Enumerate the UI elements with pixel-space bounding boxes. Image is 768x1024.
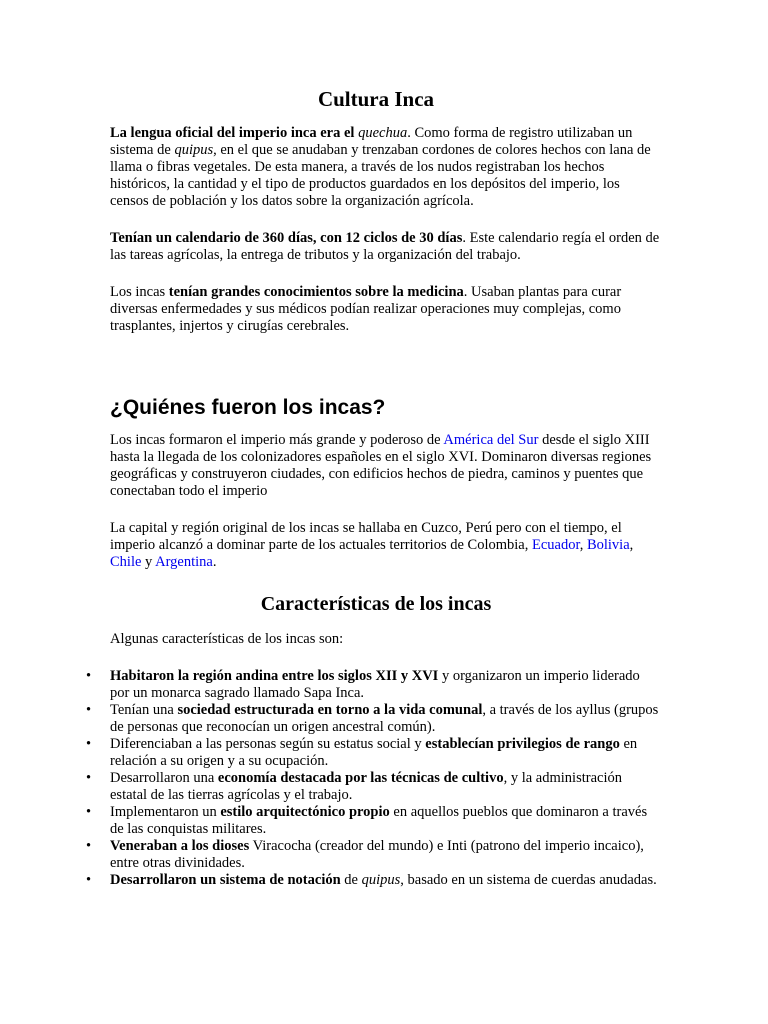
bold-text: estilo arquitectónico propio [220,804,390,820]
bold-text: Veneraban a los dioses [110,838,250,854]
text: en aquellos pueblos que dominaron a través de las conquistas militares. [110,804,648,837]
text: Los incas [110,284,169,300]
text: , basado en un sistema de cuerdas anudadas. [400,872,657,888]
paragraph-empire [110,432,662,500]
bold-text: tenían grandes conocimientos sobre la medicina [168,284,464,300]
text: . Como forma de registro utilizaban un sistema de [110,125,633,158]
bullet-icon: • [86,668,92,684]
text: y organizaron un imperio liderado por un monarca sagrado llamado Sapa Inca. [110,668,640,701]
text: . Usaban plantas para curar diversas enfermedades y sus médicos podían realizar operaciones muy complejas, como trasplantes, injertos y cirugías cerebrales. [110,284,622,334]
bold-text: sociedad estructurada en torno a la vida comunal [177,702,483,718]
text: . Este calendario regía el orden de las tareas agrícolas, la entrega de tributos y la organización del trabajo. [110,230,660,263]
link-bolivia[interactable]: Bolivia [586,537,630,553]
bullet-icon: • [86,770,92,786]
list-item [86,770,662,804]
italic-text: quipus [174,142,214,158]
list-item [86,872,662,889]
link-ecuador[interactable]: Ecuador [531,537,580,553]
link-chile[interactable]: Chile [110,554,142,570]
text: de [340,872,362,888]
text: La capital y región original de los incas se hallaba en Cuzco, Perú pero con el tiempo, el imperio alcanzó a dominar parte de los actuales territorios de Colombia, [110,520,622,553]
separator: , [579,537,587,553]
text: Viracocha (creador del mundo) e Inti (patrono del imperio incaico), entre otras divinidades. [110,838,644,871]
paragraph-capital [110,520,662,571]
bullet-icon: • [86,838,92,854]
bullet-icon: • [86,804,92,820]
text: , a través de los ayllus (grupos de personas que reconocían un origen ancestral común). [110,702,659,735]
list-item [86,838,662,872]
bold-text: La lengua oficial del imperio inca era el [110,125,359,141]
section-heading-characteristics: Características de los incas [260,593,492,615]
text: , en el que se anudaban y trenzaban cordones de colores hechos con lana de llama o fibras vegetales. De esta manera, a través de los nudos registraban los hechos históricos, la cantidad y el tipo de productos guardados en los depósitos del imperio, los censos de población y los datos sobre la organización agrícola. [110,142,651,209]
document-content [86,86,662,889]
italic-text: quechua [358,125,408,141]
list-item [86,668,662,702]
paragraph-language [110,125,662,210]
italic-text: quipus [361,872,401,888]
link-argentina[interactable]: Argentina [155,554,213,570]
link-america-del-sur[interactable]: América del Sur [443,432,539,448]
bold-text: Habitaron la región andina entre los siglos XII y XVI [110,668,439,684]
list-item [86,736,662,770]
bold-text: Desarrollaron un sistema de notación [110,872,341,888]
separator: , [629,537,634,553]
text: en relación a su origen y a su ocupación. [110,736,638,769]
bullet-icon: • [86,702,92,718]
paragraph-calendar [110,230,662,264]
paragraph-medicine [110,284,662,335]
list-item [86,804,662,838]
intro-text: Algunas características de los incas son: [110,631,344,647]
bullet-icon: • [86,872,92,888]
bold-text: establecían privilegios de rango [425,736,620,752]
bullet-icon: • [86,736,92,752]
text: Desarrollaron una [110,770,218,786]
text: Tenían una [110,702,178,718]
text: Implementaron un [110,804,221,820]
bold-text: Tenían un calendario de 360 días, con 12 ciclos de 30 días [110,230,463,246]
page-title: Cultura Inca [317,87,435,111]
text: . [212,554,217,570]
section-heading-who: ¿Quiénes fueron los incas? [110,396,386,419]
text: Los incas formaron el imperio más grande y poderoso de [110,432,444,448]
characteristics-list [86,668,662,889]
text: , y la administración estatal de las tierras agrícolas y el trabajo. [110,770,622,803]
bold-text: economía destacada por las técnicas de cultivo [217,770,504,786]
list-item [86,702,662,736]
text: desde el siglo XIII hasta la llegada de los colonizadores españoles en el siglo XVI. Dominaron diversas regiones geográficas y construyeron ciudades, con edificios hechos de piedra, caminos y puentes que conectaban todo el imperio [110,432,652,499]
separator: y [141,554,156,570]
text: Diferenciaban a las personas según su estatus social y [110,736,426,752]
